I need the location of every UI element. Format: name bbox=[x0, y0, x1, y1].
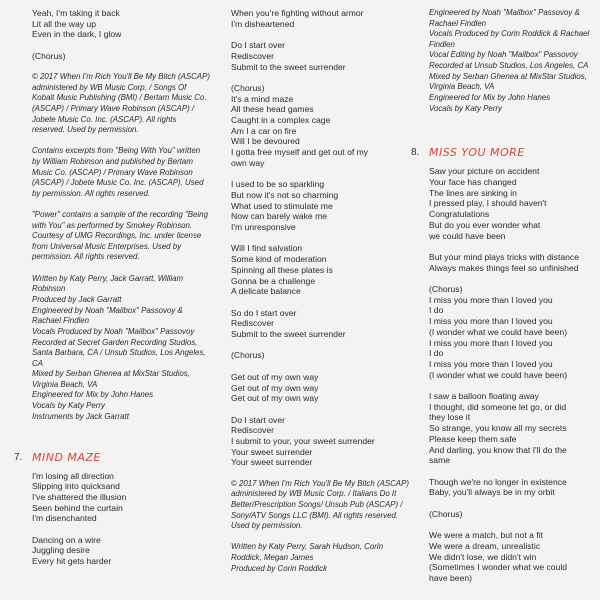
lyric-line: Submit to the sweet surrender bbox=[231, 329, 346, 340]
lyric-line: Saw your picture on accident bbox=[429, 166, 540, 177]
lyric-line: Though we're no longer in existence bbox=[429, 476, 567, 487]
lyric-line: Baby, you'll always be in my orbit bbox=[429, 487, 555, 498]
lyric-line: Now can barely wake me bbox=[231, 211, 328, 222]
credit-line: Engineered by Noah "Mailbox" Passovoy & Rachael Findlen bbox=[32, 305, 183, 326]
excerpt-notice: Contains excerpts from "Being With You" written by William Robinson and published by Bertam Music Co. (ASCAP) / Primary Wave Robinson (ASCAP) / Jobete Music Co. Inc. (ASCAP). Used by permission. All rights reserved. bbox=[32, 146, 204, 198]
lyric-line: Even in the dark, I glow bbox=[32, 29, 122, 40]
credit-line: Engineered by Noah "Mailbox" Passovoy & Rachael Findlen bbox=[429, 8, 580, 28]
lyric-line: Your sweet surrender bbox=[231, 457, 313, 468]
lyric-line: Every hit gets harder bbox=[32, 556, 112, 567]
credit-line: Written by Katy Perry, Sarah Hudson, Corin Roddick, Megan James bbox=[231, 542, 384, 563]
lyric-line: I'm disenchanted bbox=[32, 513, 97, 524]
lyric-line: Yeah, I'm taking it back bbox=[32, 8, 120, 18]
lyric-line bbox=[429, 498, 591, 509]
credit-line: Vocal Editing by Noah "Mailbox" Passovoy bbox=[429, 50, 578, 60]
lyric-line bbox=[231, 297, 411, 308]
lyric-line: (I wonder what we could have been) bbox=[429, 326, 568, 337]
credit-line: Mixed by Serban Ghenea at MixStar Studios, Virginia Beach, VA bbox=[32, 369, 190, 389]
lyric-line: Congratulations bbox=[429, 209, 490, 220]
lyric-line: (Chorus) bbox=[429, 508, 463, 519]
lyric-line: I used to be so sparkling bbox=[231, 179, 325, 190]
lyric-line: But now it's not so charming bbox=[231, 189, 339, 200]
lyric-line: We were a match, but not a fit bbox=[429, 530, 544, 541]
credit-line: Engineered for Mix by John Hanes bbox=[429, 92, 551, 102]
lyrics-block bbox=[231, 8, 411, 468]
song-credits bbox=[231, 542, 411, 574]
lyric-line: But do you ever wonder what bbox=[429, 219, 541, 230]
lyric-line bbox=[32, 524, 210, 535]
lyric-line: Caught in a complex cage bbox=[231, 115, 331, 125]
sample-notice: "Power" contains a sample of the recording "Being with You" as performed by Smokey Robinson. Courtesy of UMG Recordings, Inc. under license from Universal Music Enterprises. Used by permission. All rights reserved. bbox=[32, 210, 208, 262]
lyric-line: (Chorus) bbox=[231, 350, 265, 361]
credit-line: Vocals by Katy Perry bbox=[429, 103, 502, 113]
credit-line: Recorded at Unsub Studios, Los Angeles, CA bbox=[429, 61, 589, 71]
lyric-line: Rediscover bbox=[231, 318, 274, 329]
lyric-line bbox=[231, 404, 411, 415]
lyric-line: Rediscover bbox=[231, 50, 274, 61]
lyric-line bbox=[429, 241, 591, 252]
song-number: 7. bbox=[14, 451, 23, 463]
lyrics-block bbox=[32, 471, 210, 567]
lyric-line: I do bbox=[429, 305, 444, 316]
lyric-line: Get out of my own way bbox=[231, 382, 319, 393]
chorus-label: (Chorus) bbox=[32, 50, 66, 61]
lyric-line bbox=[231, 340, 411, 351]
lyric-line: Submit to the sweet surrender bbox=[231, 61, 346, 72]
lyric-line: A delicate balance bbox=[231, 286, 301, 297]
credit-line: Vocals Produced by Noah "Mailbox" Passovoy bbox=[32, 326, 195, 336]
song-credits bbox=[429, 8, 591, 114]
song-title: MISS YOU MORE bbox=[429, 146, 525, 160]
lyric-line: they lose it bbox=[429, 412, 471, 423]
lyric-line: And darling, you know that I'll do the bbox=[429, 444, 567, 455]
lyric-line bbox=[429, 519, 591, 530]
lyric-line: Am I a car on fire bbox=[231, 125, 297, 136]
lyric-line: It's a mind maze bbox=[231, 93, 294, 104]
lyrics-block bbox=[429, 166, 591, 583]
lyric-line: (Sometimes I wonder what we could bbox=[429, 562, 568, 573]
lyric-line: I miss you more than I loved you bbox=[429, 337, 553, 348]
lyric-line: I'm unresponsive bbox=[231, 222, 296, 233]
lyric-line: So do I start over bbox=[231, 307, 297, 318]
lyric-line: I'm losing all direction bbox=[32, 470, 114, 481]
credit-line: Recorded at Secret Garden Recording Studios, Santa Barbara, CA / Unsub Studios, Los Angeles, CA bbox=[32, 337, 206, 368]
lyric-line: When you're fighting without armor bbox=[231, 8, 364, 18]
lyric-line bbox=[231, 361, 411, 372]
lyric-line bbox=[231, 29, 411, 40]
lyric-line: Slipping into quicksand bbox=[32, 481, 120, 492]
lyric-line: Spinning all these plates is bbox=[231, 264, 333, 275]
lyric-line: Do I start over bbox=[231, 40, 285, 51]
lyric-line: we could have been bbox=[429, 230, 506, 241]
lyric-line: I'm disheartened bbox=[231, 18, 295, 29]
lyric-line: We didn't lose, we didn't win bbox=[429, 551, 537, 562]
lyric-line bbox=[429, 380, 591, 391]
lyric-line: I miss you more than I loved you bbox=[429, 294, 553, 305]
lyric-line: same bbox=[429, 455, 451, 466]
credit-line: Mixed by Serban Ghenea at MixStar Studios, Virginia Beach, VA bbox=[429, 71, 587, 92]
middle-column bbox=[231, 8, 411, 574]
credit-line: Vocals by Katy Perry bbox=[32, 401, 105, 411]
lyric-line: Dancing on a wire bbox=[32, 534, 101, 545]
lyric-line: Gonna be a challenge bbox=[231, 275, 316, 286]
lyric-line: What used to stimulate me bbox=[231, 200, 333, 211]
lyric-line: Your sweet surrender bbox=[231, 446, 313, 457]
credit-line: Written by Katy Perry, Jack Garratt, William Robinson bbox=[32, 273, 184, 294]
lyric-line: I miss you more than I loved you bbox=[429, 358, 553, 369]
lyric-line: We were a dream, unrealistic bbox=[429, 540, 541, 551]
lyric-line bbox=[231, 169, 411, 180]
copyright-notice: © 2017 When I'm Rich You'll Be My Bitch (ASCAP) administered by WB Music Corp. / Songs Of Kobalt Music Publishing (BMI) / Bertam Music Co. (ASCAP) / Primary Wave Robinson (ASCAP) / Jobete Music Co. Inc. (ASCAP). All rights reserved. Used by permission. bbox=[32, 72, 210, 135]
lyric-line: I gotta free myself and get out of my bbox=[231, 147, 369, 158]
lyric-line bbox=[429, 466, 591, 477]
lyric-line: Juggling desire bbox=[32, 545, 90, 556]
lyric-line: Will I be devoured bbox=[231, 136, 300, 147]
lyrics-block bbox=[32, 8, 210, 40]
lyric-line: (I wonder what we could have been) bbox=[429, 369, 568, 380]
lyric-line bbox=[231, 72, 411, 83]
credit-line: Produced by Corin Roddick bbox=[231, 563, 328, 573]
lyric-line: I saw a balloon floating away bbox=[429, 391, 539, 402]
song-heading bbox=[411, 146, 591, 160]
lyric-line: (Chorus) bbox=[429, 284, 463, 295]
lyric-line: I miss you more than I loved you bbox=[429, 316, 553, 327]
lyric-line: (Chorus) bbox=[231, 82, 265, 93]
right-column bbox=[411, 8, 591, 584]
lyric-line: I've shattered the illusion bbox=[32, 491, 127, 502]
song-title: MIND MAZE bbox=[32, 450, 101, 464]
lyric-line: Your face has changed bbox=[429, 177, 517, 188]
lyric-line: The lines are sinking in bbox=[429, 187, 517, 198]
lyric-line: I do bbox=[429, 348, 444, 359]
lyric-line: Seen behind the curtain bbox=[32, 502, 123, 513]
song-number: 8. bbox=[411, 147, 420, 159]
lyric-line: I thought, did someone let go, or did bbox=[429, 401, 567, 412]
lyric-line: So strange, you know all my secrets bbox=[429, 423, 567, 434]
credit-line: Produced by Jack Garratt bbox=[32, 294, 122, 304]
lyric-line: I submit to your, your sweet surrender bbox=[231, 436, 375, 446]
lyric-line bbox=[429, 273, 591, 284]
lyric-line bbox=[231, 233, 411, 244]
lyric-line: have been) bbox=[429, 572, 473, 583]
copyright-notice: © 2017 When I'm Rich You'll Be My Bitch (ASCAP) administered by WB Music Corp. / Italians Do It Better/Prescription Songs/ Unsub Pub (ASCAP) / Sony/ATV Songs LLC (BMI). All rights reserved. Used by permission. bbox=[231, 478, 409, 531]
lyric-line: Get out of my own way bbox=[231, 371, 319, 382]
lyric-line: Do I start over bbox=[231, 414, 285, 425]
lyric-line: Will I find salvation bbox=[231, 243, 303, 254]
lyric-line: Always makes things feel so unfinished bbox=[429, 262, 579, 273]
lyric-line: Lit all the way up bbox=[32, 18, 97, 29]
lyric-line: But your mind plays tricks with distance bbox=[429, 251, 579, 262]
song-credits bbox=[32, 274, 210, 423]
song-heading bbox=[14, 450, 210, 465]
credit-line: Vocals Produced by Corin Roddick & Rachael Findlen bbox=[429, 29, 590, 49]
lyric-line: Please keep them safe bbox=[429, 433, 517, 444]
lyric-line: I pressed play, I should haven't bbox=[429, 198, 547, 209]
lyric-line: own way bbox=[231, 157, 265, 168]
lyric-line: Get out of my own way bbox=[231, 393, 319, 404]
credit-line: Instruments by Jack Garratt bbox=[32, 411, 129, 421]
lyric-line: Some kind of moderation bbox=[231, 254, 327, 265]
lyric-line: Rediscover bbox=[231, 425, 274, 436]
lyric-line: All these head games bbox=[231, 104, 314, 115]
left-column bbox=[14, 8, 210, 567]
credit-line: Engineered for Mix by John Hanes bbox=[32, 390, 154, 400]
